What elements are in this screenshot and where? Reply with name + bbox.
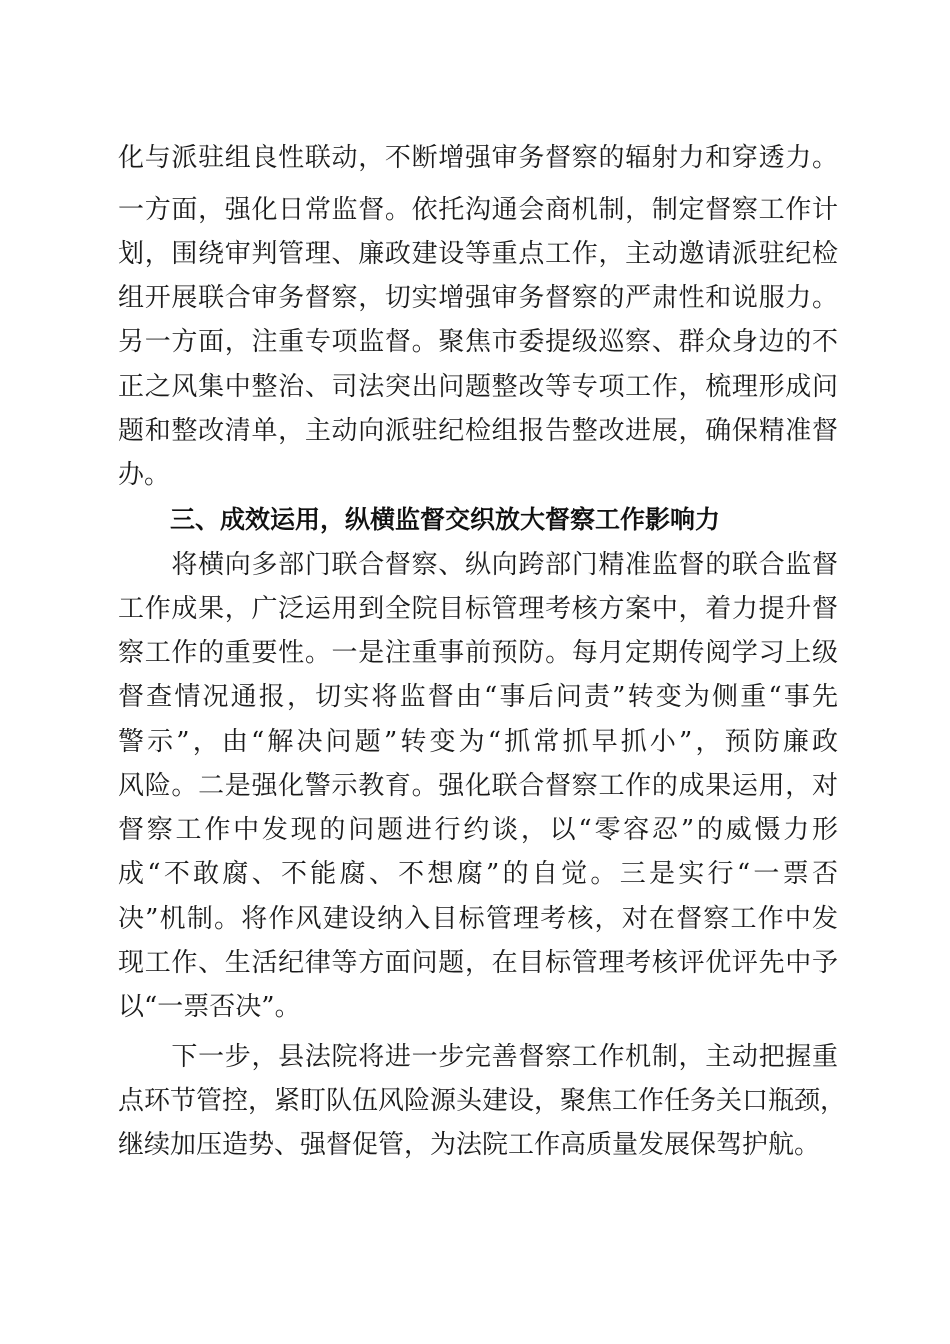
paragraph-1-line: 另一方面，注重专项监督。聚焦市委提级巡察、群众身边的不: [118, 327, 838, 357]
paragraph-3-line: 点环节管控，紧盯队伍风险源头建设，聚焦工作任务关口瓶颈，: [118, 1086, 847, 1116]
paragraph-1-line: 一方面，强化日常监督。依托沟通会商机制，制定督察工作计: [118, 195, 838, 225]
paragraph-3-line: 下一步，县法院将进一步完善督察工作机制，主动把握重: [118, 1042, 838, 1072]
paragraph-1-line: 题和整改清单，主动向派驻纪检组报告整改进展，确保精准督: [118, 416, 838, 446]
paragraph-1-line: 划，围绕审判管理、廉政建设等重点工作，主动邀请派驻纪检: [118, 239, 838, 269]
paragraph-2-line: 现工作、生活纪律等方面问题，在目标管理考核评优评先中予: [118, 948, 838, 978]
paragraph-1-line: 办。: [118, 460, 171, 490]
paragraph-2-line: 工作成果，广泛运用到全院目标管理考核方案中，着力提升督: [118, 594, 838, 624]
paragraph-2-line: 决”机制。将作风建设纳入目标管理考核，对在督察工作中发: [118, 904, 838, 934]
paragraph-3-line: 继续加压造势、强督促管，为法院工作高质量发展保驾护航。: [118, 1130, 821, 1160]
paragraph-2-line: 警示”，由“解决问题”转变为“抓常抓早抓小”，预防廉政: [118, 727, 838, 757]
paragraph-2-line: 成“不敢腐、不能腐、不想腐”的自觉。三是实行“一票否: [118, 859, 838, 889]
section-heading: 三、成效运用，纵横监督交织放大督察工作影响力: [170, 505, 721, 534]
paragraph-2-line: 督察工作中发现的问题进行约谈，以“零容忍”的威慑力形: [118, 815, 838, 845]
paragraph-2-line: 察工作的重要性。一是注重事前预防。每月定期传阅学习上级: [118, 638, 838, 668]
paragraph-2-line: 以“一票否决”。: [118, 992, 301, 1022]
paragraph-2-line: 风险。二是强化警示教育。强化联合督察工作的成果运用，对: [118, 771, 838, 801]
paragraph-1-line: 正之风集中整治、司法突出问题整改等专项工作，梳理形成问: [118, 372, 838, 402]
paragraph-1-line: 化与派驻组良性联动，不断增强审务督察的辐射力和穿透力。: [118, 143, 838, 173]
paragraph-1-line: 组开展联合审务督察，切实增强审务督察的严肃性和说服力。: [118, 283, 838, 313]
paragraph-2-line: 将横向多部门联合督察、纵向跨部门精准监督的联合监督: [118, 550, 838, 580]
paragraph-2-line: 督查情况通报，切实将监督由“事后问责”转变为侧重“事先: [118, 682, 838, 712]
